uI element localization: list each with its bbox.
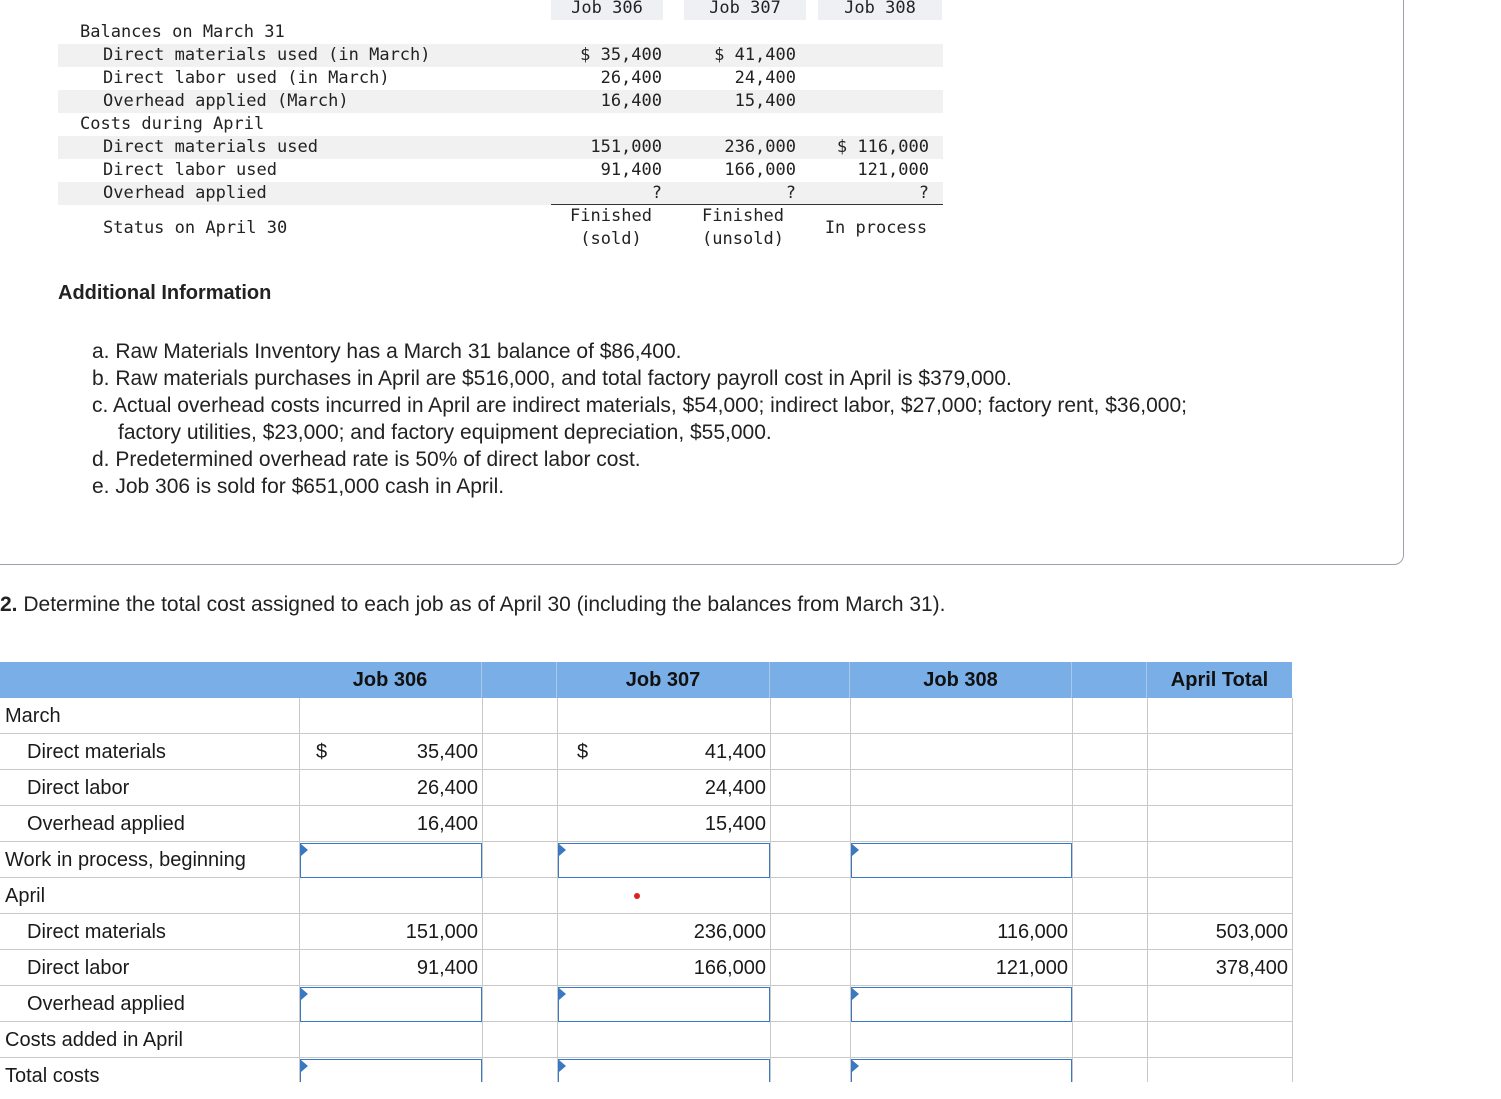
header-gap <box>770 662 850 698</box>
input-job-306[interactable] <box>300 1059 482 1082</box>
additional-item: b. Raw materials purchases in April are $516,000, and total factory payroll cost in April is $379,000. <box>92 367 1012 390</box>
source-row-label: Direct labor used <box>103 160 277 180</box>
source-value: 26,400 <box>600 68 662 88</box>
header-gap <box>482 662 557 698</box>
row-label: Total costs <box>5 1065 100 1082</box>
source-header-label: Job 308 <box>844 0 916 18</box>
currency-sign: $ <box>577 741 589 763</box>
input-job-308[interactable] <box>851 843 1072 878</box>
source-row-label: Direct labor used (in March) <box>103 68 390 88</box>
status-value: In process <box>824 218 928 238</box>
value-job-307: 15,400 <box>704 813 766 835</box>
question-text: Determine the total cost assigned to each job as of April 30 (including the balances from March 31). <box>17 593 946 616</box>
source-value: 236,000 <box>724 137 796 157</box>
row-label: Direct labor <box>27 957 130 979</box>
value-job-308: 116,000 <box>997 921 1068 943</box>
input-job-306[interactable] <box>300 987 482 1022</box>
source-value: 151,000 <box>590 137 662 157</box>
input-job-307[interactable] <box>558 843 770 878</box>
additional-item: factory utilities, $23,000; and factory equipment depreciation, $55,000. <box>118 421 772 444</box>
header-blank <box>0 662 299 698</box>
value-job-306: 151,000 <box>405 921 478 943</box>
source-value: 16,400 <box>600 91 662 111</box>
value-job-307: 236,000 <box>693 921 766 943</box>
value-job-306: 91,400 <box>416 957 478 979</box>
status-line-1: Finished <box>702 206 784 226</box>
value-job-308: 121,000 <box>995 957 1068 979</box>
input-job-308[interactable] <box>851 1059 1072 1082</box>
source-row <box>58 136 943 159</box>
source-value: $ 41,400 <box>714 45 796 65</box>
question-number: 2. <box>0 593 18 616</box>
source-row <box>58 113 943 136</box>
source-value: 15,400 <box>734 91 796 111</box>
source-row-label: Overhead applied <box>103 183 267 203</box>
source-header-job <box>818 0 942 20</box>
source-header-job <box>684 0 806 20</box>
status-value <box>673 205 813 251</box>
source-value: $ 116,000 <box>836 137 929 157</box>
status-line-2: (unsold) <box>702 229 784 249</box>
row-label: March <box>5 705 61 727</box>
input-job-306[interactable] <box>300 843 482 878</box>
source-row <box>58 90 943 113</box>
row-label: Direct labor <box>27 777 130 799</box>
source-value: ? <box>785 183 796 203</box>
header-gap <box>1072 662 1147 698</box>
source-row <box>58 44 943 67</box>
header-job-308: Job 308 <box>850 662 1072 698</box>
source-row-label: Costs during April <box>80 114 265 134</box>
source-row <box>58 182 943 205</box>
additional-item: c. Actual overhead costs incurred in April are indirect materials, $54,000; indirect labor, $27,000; factory rent, $36,000; <box>92 394 1187 417</box>
value-job-307: 166,000 <box>693 957 766 979</box>
source-row-label: Direct materials used <box>103 137 318 157</box>
source-header-label: Job 307 <box>709 0 781 18</box>
header-job-307: Job 307 <box>557 662 770 698</box>
grid-hline <box>0 1057 1292 1058</box>
status-line-1: Finished <box>570 206 652 226</box>
row-label: Work in process, beginning <box>5 849 246 871</box>
source-value: ? <box>918 183 929 203</box>
source-row <box>58 159 943 182</box>
value-job-306: 26,400 <box>416 777 478 799</box>
status-value <box>541 205 681 251</box>
source-value: 166,000 <box>724 160 796 180</box>
red-marker-dot <box>634 893 640 899</box>
row-label: Overhead applied <box>27 813 185 835</box>
source-value: $ 35,400 <box>580 45 662 65</box>
status-label: Status on April 30 <box>103 218 288 238</box>
additional-info-title: Additional Information <box>58 282 272 304</box>
row-label: Overhead applied <box>27 993 185 1015</box>
source-row-label: Direct materials used (in March) <box>103 45 431 65</box>
value-job-306: 16,400 <box>416 813 478 835</box>
source-row-label: Overhead applied (March) <box>103 91 349 111</box>
additional-item: e. Job 306 is sold for $651,000 cash in April. <box>92 475 505 498</box>
source-value: ? <box>651 183 662 203</box>
row-label: Direct materials <box>27 741 166 763</box>
header-april-total: April Total <box>1147 662 1292 698</box>
source-header-job <box>551 0 663 20</box>
source-row-label: Balances on March 31 <box>80 22 285 42</box>
currency-sign: $ <box>316 741 328 763</box>
source-row <box>58 21 943 44</box>
value-april-total: 378,400 <box>1215 957 1288 979</box>
input-job-307[interactable] <box>558 1059 770 1082</box>
grid-vline <box>1292 698 1293 1082</box>
value-april-total: 503,000 <box>1215 921 1288 943</box>
grid-vline <box>482 698 483 1082</box>
source-value: 121,000 <box>857 160 929 180</box>
value-job-307: 41,400 <box>704 741 766 763</box>
row-label: April <box>5 885 46 907</box>
additional-item: d. Predetermined overhead rate is 50% of direct labor cost. <box>92 448 641 471</box>
value-job-307: 24,400 <box>704 777 766 799</box>
source-value: 91,400 <box>600 160 662 180</box>
additional-info-list <box>92 338 1187 500</box>
value-job-306: 35,400 <box>416 741 478 763</box>
source-row <box>58 67 943 90</box>
row-label: Direct materials <box>27 921 166 943</box>
additional-item: a. Raw Materials Inventory has a March 31 balance of $86,400. <box>92 340 682 363</box>
source-header-label: Job 306 <box>571 0 643 18</box>
grid-vline <box>850 698 851 1082</box>
input-job-307[interactable] <box>558 987 770 1022</box>
grid-vline <box>770 698 771 1082</box>
answer-grid <box>0 662 1295 1082</box>
grid-vline <box>1072 698 1073 1082</box>
header-job-306: Job 306 <box>299 662 482 698</box>
input-job-308[interactable] <box>851 987 1072 1022</box>
source-value: 24,400 <box>734 68 796 88</box>
status-line-2: (sold) <box>580 229 642 249</box>
question-2 <box>0 593 946 617</box>
grid-vline <box>1147 698 1148 1082</box>
row-label: Costs added in April <box>5 1029 183 1051</box>
